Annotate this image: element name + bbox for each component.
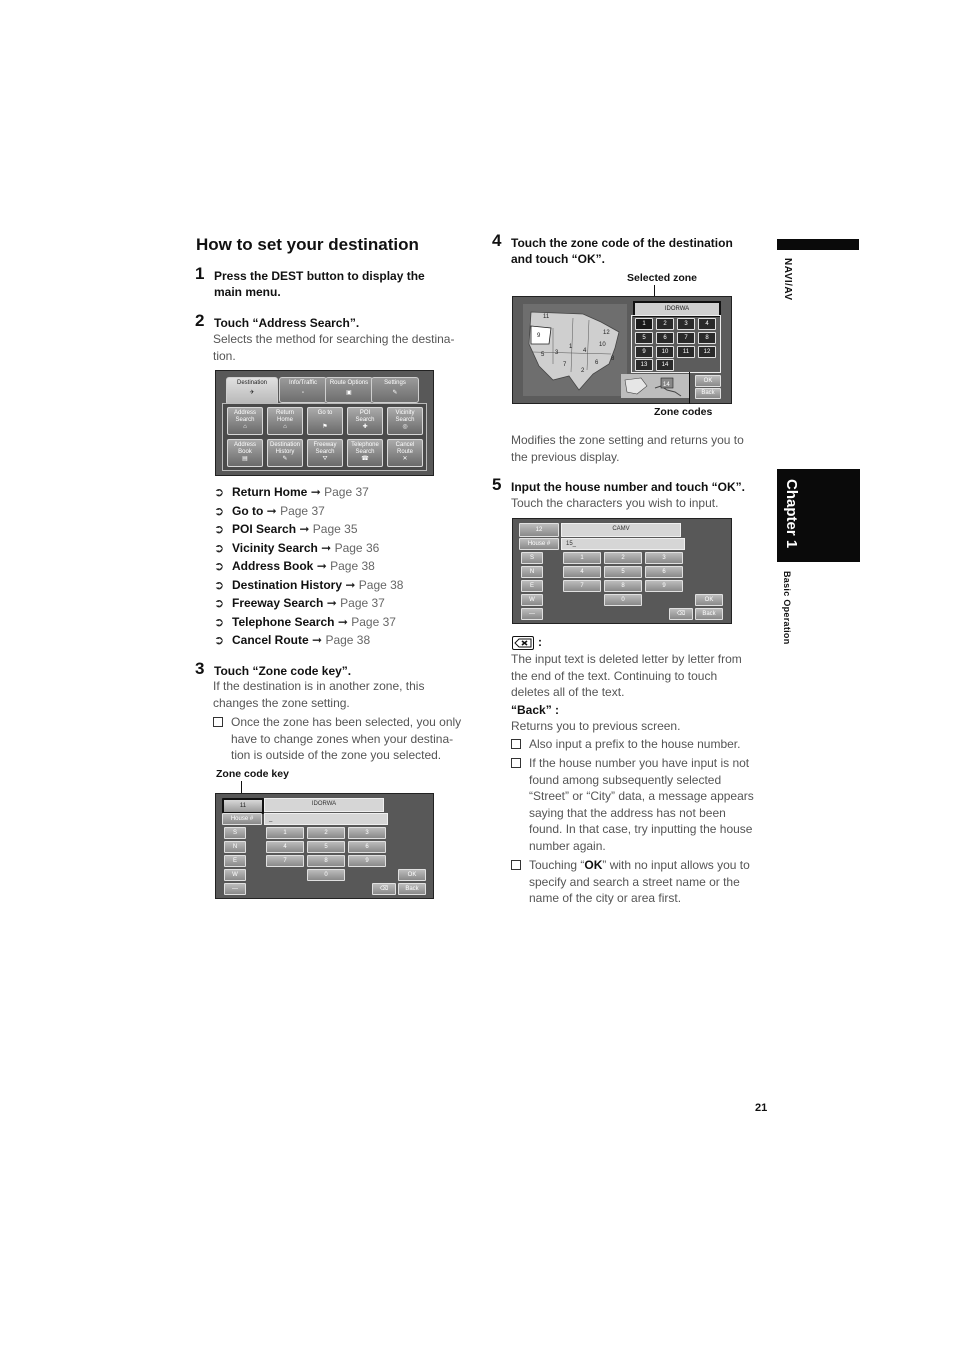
- sidebar-top-bar: [777, 239, 859, 250]
- telephone-icon: ☎: [361, 456, 369, 462]
- key-7[interactable]: 7: [266, 855, 304, 867]
- back-button[interactable]: Back: [695, 608, 723, 620]
- address-icon: ⌂: [243, 424, 247, 430]
- freeway-icon: ⛛: [322, 456, 328, 462]
- list-item: ➲ Telephone Search ➞ Page 37: [214, 613, 474, 632]
- zone-code-12[interactable]: 12: [698, 346, 716, 358]
- svg-text:7: 7: [563, 362, 567, 368]
- zone-code-6[interactable]: 6: [656, 332, 674, 344]
- key-4[interactable]: 4: [266, 841, 304, 853]
- zone-code-14[interactable]: 14: [656, 359, 674, 371]
- key-5[interactable]: 5: [604, 566, 642, 578]
- list-item: ➲ Vicinity Search ➞ Page 36: [214, 539, 474, 558]
- section-label: Basic Operation: [782, 571, 792, 645]
- address-search-button[interactable]: Address Search ⌂: [227, 407, 263, 435]
- list-item: ➲ Destination History ➞ Page 38: [214, 576, 474, 595]
- key-n[interactable]: N: [521, 566, 543, 578]
- step-5-body: Touch the characters you wish to input.: [511, 496, 719, 510]
- destination-icon: ✈: [249, 390, 255, 396]
- key-2[interactable]: 2: [307, 827, 345, 839]
- svg-text:9: 9: [537, 333, 541, 339]
- key-3[interactable]: 3: [645, 552, 683, 564]
- step-5-heading: Input the house number and touch “OK”.: [511, 480, 746, 494]
- back-button[interactable]: Back: [398, 883, 426, 895]
- key-s[interactable]: S: [224, 827, 246, 839]
- back-key-label: “Back” :: [511, 703, 560, 717]
- history-icon: ✎: [282, 456, 288, 462]
- svg-text:10: 10: [599, 342, 606, 348]
- svg-text:1: 1: [569, 344, 573, 350]
- svg-text:12: 12: [603, 330, 610, 336]
- svg-text:4: 4: [583, 348, 587, 354]
- step-4-number: 4: [492, 231, 502, 250]
- key-dash[interactable]: —: [224, 883, 246, 895]
- zone-code-5[interactable]: 5: [635, 332, 653, 344]
- zone-code-8[interactable]: 8: [698, 332, 716, 344]
- arrow-icon: ➲: [214, 577, 225, 592]
- ok-button[interactable]: OK: [695, 594, 723, 606]
- delete-button[interactable]: [372, 883, 396, 895]
- freeway-search-button[interactable]: Freeway Search ⛛: [307, 439, 343, 467]
- delete-button[interactable]: [669, 608, 693, 620]
- key-2[interactable]: 2: [604, 552, 642, 564]
- note-not-found: If the house number you have input is not found among subsequently selected “Street” or “City” data, a message appears saying that the address has not been found. In that case, try inputting the house number again.: [511, 755, 771, 855]
- key-8[interactable]: 8: [307, 855, 345, 867]
- route-icon: ▣: [346, 390, 352, 396]
- zone-code-3[interactable]: 3: [677, 318, 695, 330]
- page-arrow-icon: ➞: [326, 596, 337, 610]
- go-to-button[interactable]: Go to ⚑: [307, 407, 343, 435]
- ok-button[interactable]: OK: [398, 869, 426, 881]
- step-2-number: 2: [195, 311, 205, 330]
- svg-text:14: 14: [663, 382, 670, 388]
- chapter-tab: [777, 469, 860, 562]
- arrow-icon: ➲: [214, 503, 225, 518]
- key-1[interactable]: 1: [266, 827, 304, 839]
- page-number: 21: [755, 1102, 768, 1114]
- zone-code-1[interactable]: 1: [635, 318, 653, 330]
- svg-text:6: 6: [595, 360, 599, 366]
- list-item: ➲ Cancel Route ➞ Page 38: [214, 631, 474, 650]
- delete-key-colon: :: [538, 635, 542, 649]
- cancel-icon: ✕: [402, 456, 408, 462]
- city-field: CAMV: [561, 523, 681, 537]
- selected-zone-caption: Selected zone: [627, 272, 698, 284]
- key-dash[interactable]: —: [521, 608, 543, 620]
- page-arrow-icon: ➞: [299, 522, 310, 536]
- arrow-icon: ➲: [214, 633, 225, 647]
- backspace-icon: ⌫: [676, 611, 686, 617]
- page-arrow-icon: ➞: [337, 614, 348, 629]
- page-arrow-icon: ➞: [310, 485, 321, 499]
- note-prefix: Also input a prefix to the house number.: [511, 736, 771, 753]
- step-3-body: If the destination is in another zone, this changes the zone setting.: [213, 679, 425, 710]
- step-3-heading: Touch “Zone code key”.: [214, 664, 352, 678]
- page-arrow-icon: ➞: [345, 577, 356, 592]
- arrow-icon: ➲: [214, 540, 225, 555]
- main-menu-screenshot: [215, 370, 434, 476]
- zone-code-4[interactable]: 4: [698, 318, 716, 330]
- house-input[interactable]: 15_: [561, 538, 685, 550]
- key-9[interactable]: 9: [645, 580, 683, 592]
- tab-settings[interactable]: Settings ✎: [371, 377, 419, 403]
- tab-destination[interactable]: Destination ✈: [226, 377, 278, 405]
- vicinity-search-button[interactable]: Vicinity Search ◎: [387, 407, 423, 435]
- arrow-icon: ➲: [214, 485, 225, 499]
- zone-code-key-button[interactable]: 11: [222, 798, 264, 814]
- page-arrow-icon: ➞: [316, 559, 327, 573]
- poi-icon: ✚: [362, 424, 368, 430]
- list-item: ➲ Freeway Search ➞ Page 37: [214, 594, 474, 613]
- page-arrow-icon: ➞: [321, 540, 332, 555]
- page-arrow-icon: ➞: [312, 633, 323, 647]
- zone-code-10[interactable]: 10: [656, 346, 674, 358]
- home-icon: ⌂: [283, 424, 287, 430]
- ok-button[interactable]: OK: [695, 375, 721, 387]
- info-icon: ▫: [301, 390, 305, 396]
- poi-search-button[interactable]: POI Search ✚: [347, 407, 383, 435]
- note-checkbox-icon: [511, 739, 521, 749]
- key-w[interactable]: W: [521, 594, 543, 606]
- key-8[interactable]: 8: [604, 580, 642, 592]
- key-w[interactable]: W: [224, 869, 246, 881]
- key-4[interactable]: 4: [563, 566, 601, 578]
- zone-code-2[interactable]: 2: [656, 318, 674, 330]
- key-n[interactable]: N: [224, 841, 246, 853]
- house-number-screenshot-2: [512, 518, 732, 624]
- key-e[interactable]: E: [521, 580, 543, 592]
- svg-text:3: 3: [555, 350, 559, 356]
- usa-map: [523, 304, 627, 396]
- step-2-body: Selects the method for searching the destina- tion.: [213, 332, 455, 363]
- page-title: How to set your destination: [196, 235, 419, 254]
- zone-codes-caption: Zone codes: [654, 406, 713, 418]
- chapter-label: Chapter 1: [783, 479, 800, 549]
- zone-code-7[interactable]: 7: [677, 332, 695, 344]
- flag-icon: ⚑: [322, 424, 328, 430]
- key-6[interactable]: 6: [645, 566, 683, 578]
- note-checkbox-icon: [511, 860, 521, 870]
- destination-history-button[interactable]: Destination History ✎: [267, 439, 303, 467]
- key-1[interactable]: 1: [563, 552, 601, 564]
- zone-code-11[interactable]: 11: [677, 346, 695, 358]
- key-6[interactable]: 6: [348, 841, 386, 853]
- step-5-number: 5: [492, 475, 502, 494]
- list-item: ➲ Return Home ➞ Page 37: [214, 483, 474, 502]
- key-0[interactable]: 0: [307, 869, 345, 881]
- telephone-search-button[interactable]: Telephone Search ☎: [347, 439, 383, 467]
- cancel-route-button[interactable]: Cancel Route ✕: [387, 439, 423, 467]
- navi-av-label: NAVI/AV: [782, 258, 793, 301]
- house-label: House #: [519, 538, 559, 550]
- step-4-body: Modifies the zone setting and returns you to the previous display.: [511, 433, 744, 464]
- zone-code-screenshot: [512, 296, 732, 404]
- dest-button-name: DEST: [271, 269, 304, 283]
- zone-code-key-caption: Zone code key: [216, 768, 289, 780]
- alaska-hawaii-map: [621, 374, 689, 398]
- step-2-heading: Touch “Address Search”.: [214, 316, 360, 330]
- key-9[interactable]: 9: [348, 855, 386, 867]
- note-checkbox-icon: [213, 717, 223, 727]
- tab-info-traffic[interactable]: Info/Traffic ▫: [279, 377, 327, 403]
- key-e[interactable]: E: [224, 855, 246, 867]
- key-0[interactable]: 0: [604, 594, 642, 606]
- return-home-button[interactable]: Return Home ⌂: [267, 407, 303, 435]
- delete-key-glyph: [512, 636, 534, 650]
- page-arrow-icon: ➞: [266, 503, 277, 518]
- zone-code-9[interactable]: 9: [635, 346, 653, 358]
- step-3-number: 3: [195, 659, 205, 678]
- svg-text:2: 2: [581, 368, 585, 374]
- backspace-icon: ⌫: [379, 886, 389, 892]
- back-button[interactable]: Back: [695, 388, 721, 399]
- step-4-heading: Touch the zone code of the destination and touch “OK”.: [511, 236, 733, 266]
- note-checkbox-icon: [511, 758, 521, 768]
- svg-text:11: 11: [543, 314, 550, 320]
- svg-text:8: 8: [611, 356, 615, 362]
- settings-icon: ✎: [392, 390, 398, 396]
- book-icon: ▤: [242, 456, 248, 462]
- arrow-icon: ➲: [214, 559, 225, 573]
- zone-code-key-button[interactable]: 12: [519, 523, 559, 537]
- arrow-icon: ➲: [214, 614, 225, 629]
- key-s[interactable]: S: [521, 552, 543, 564]
- list-item: ➲ POI Search ➞ Page 35: [214, 520, 474, 539]
- arrow-icon: ➲: [214, 522, 225, 536]
- zone-code-13[interactable]: 13: [635, 359, 653, 371]
- city-field: IDORWA: [264, 798, 384, 812]
- search-method-list: [214, 483, 474, 650]
- delete-key-icon: [513, 637, 533, 649]
- step-3-note: Once the zone has been selected, you only have to change zones when your destina- tion is outside of the zone you selected.: [213, 714, 483, 764]
- step-1-number: 1: [195, 264, 205, 283]
- step-1-heading: Press the DEST button to display the main menu.: [214, 269, 425, 299]
- key-3[interactable]: 3: [348, 827, 386, 839]
- list-item: ➲ Address Book ➞ Page 38: [214, 557, 474, 576]
- arrow-icon: ➲: [214, 596, 225, 610]
- zone-codes-leader: [689, 372, 690, 404]
- address-book-button[interactable]: Address Book ▤: [227, 439, 263, 467]
- tab-route-options[interactable]: Route Options ▣: [325, 377, 373, 403]
- svg-text:5: 5: [541, 352, 545, 358]
- key-5[interactable]: 5: [307, 841, 345, 853]
- delete-key-description: The input text is deleted letter by letter from the end of the text. Continuing to touch deletes all of the text.: [511, 652, 742, 700]
- selected-zone-display: IDORWA: [633, 301, 721, 317]
- house-number-screenshot-1: [215, 793, 434, 899]
- note-ok-no-input: Touching “OK” with no input allows you to specify and search a street name or the name of the city or area first.: [511, 857, 771, 907]
- house-label: House #: [222, 813, 262, 825]
- house-input[interactable]: _: [264, 813, 388, 825]
- vicinity-icon: ◎: [402, 424, 408, 430]
- list-item: ➲ Go to ➞ Page 37: [214, 502, 474, 521]
- key-7[interactable]: 7: [563, 580, 601, 592]
- back-key-description: Returns you to previous screen.: [511, 719, 681, 733]
